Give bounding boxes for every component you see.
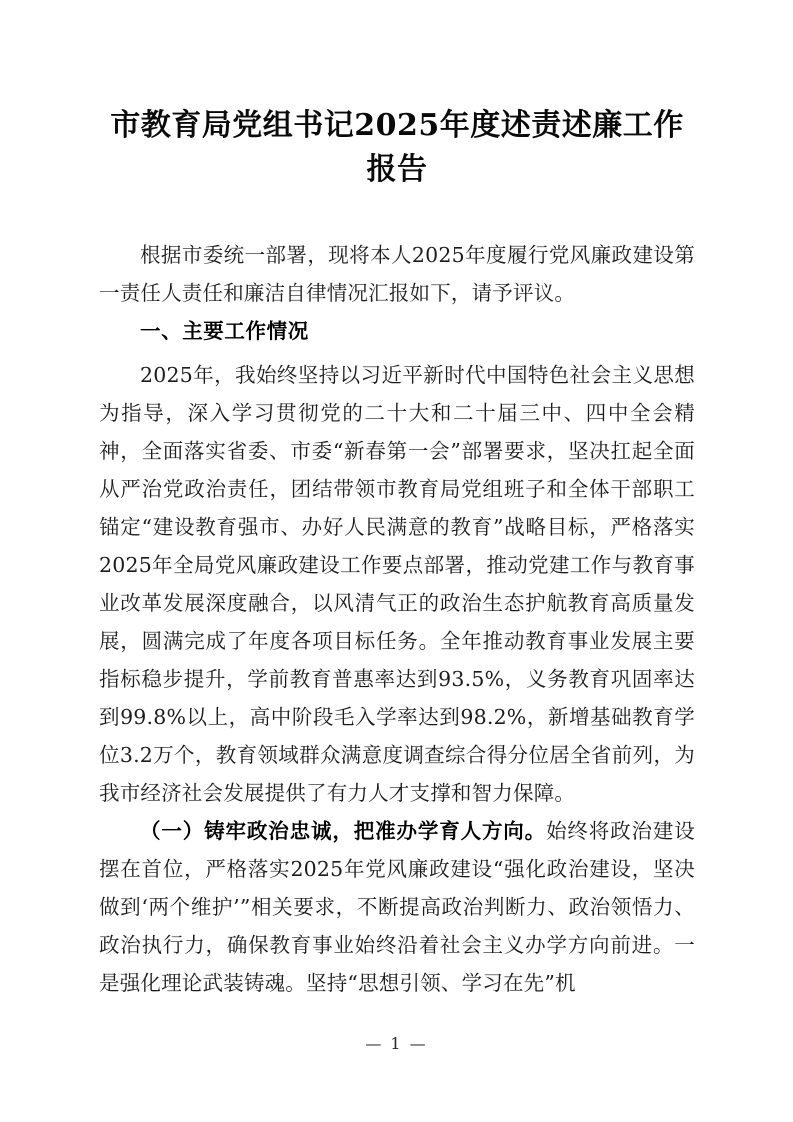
subsection-one-title: （一）铸牢政治忠诚，把准办学育人方向。 <box>140 819 547 843</box>
body-paragraph-overview: 2025年，我始终坚持以习近平新时代中国特色社会主义思想为指导，深入学习贯彻党的二十大和二十届三中、四中全会精神，全面落实省委、市委“新春第一会”部署要求，坚决扛起全面从严治党政治责任，团结带领市教育局党组班子和全体干部职工锚定“建设教育强市、办好人民满意的教育”战略目标，严格落实2025年全局党风廉政建设工作要点部署，推动党建工作与教育事业改革发展深度融合，以风清气正的政治生态护航教育高质量发展，圆满完成了年度各项目标任务。全年推动教育事业发展主要指标稳步提升，学前教育普惠率达到93.5%，义务教育巩固率达到99.8%以上，高中阶段毛入学率达到98.2%，新增基础教育学位3.2万个，教育领域群众满意度调查综合得分位居全省前列，为我市经济社会发展提供了有力人才支撑和智力保障。 <box>99 363 695 805</box>
subsection-one-paragraph <box>99 812 695 1002</box>
page-number-footer: — 1 — <box>365 1034 428 1053</box>
section-heading-one: 一、主要工作情况 <box>140 319 309 343</box>
lead-paragraph: 根据市委统一部署，现将本人2025年度履行党风廉政建设第一责任人责任和廉洁自律情况汇报如下，请予评议。 <box>99 243 695 305</box>
subsection-one-body: 始终将政治建设摆在首位，严格落实2025年党风廉政建设“强化政治建设，坚决做到‘两个维护’”相关要求，不断提高政治判断力、政治领悟力、政治执行力，确保教育事业始终沿着社会主义办学方向前进。一是强化理论武装铸魂。坚持“思想引领、学习在先”机 <box>99 819 695 995</box>
page-content <box>99 0 695 1002</box>
page-title: 市教育局党组书记2025年度述责述廉工作报告 <box>110 108 684 187</box>
